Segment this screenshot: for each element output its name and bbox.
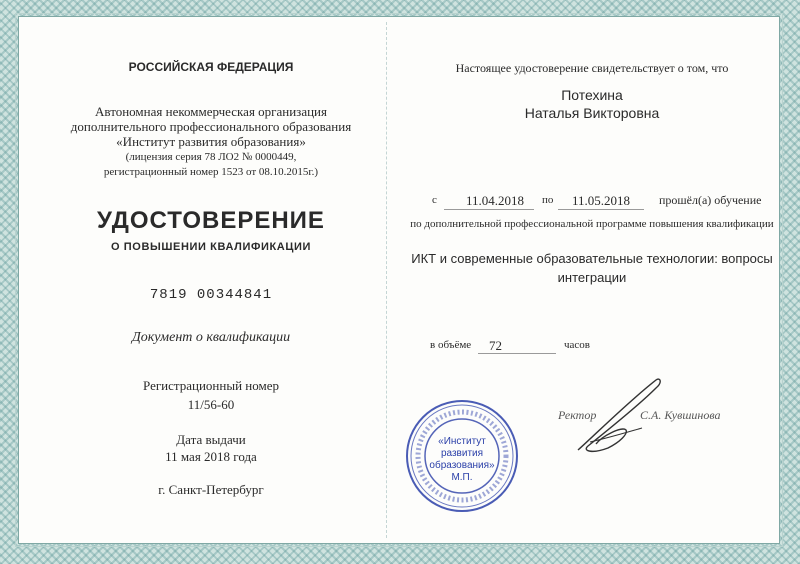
issue-city: г. Санкт-Петербург <box>158 482 264 497</box>
page-divider <box>386 22 388 538</box>
document-kind: Документ о квалификации <box>131 330 291 345</box>
program-type: по дополнительной профессиональной программе повышения квалификации <box>410 218 774 230</box>
volume-value: 72 <box>489 338 502 353</box>
stamp-line-2: развития <box>440 448 484 459</box>
to-label: по <box>542 194 554 206</box>
org-line-1: Автономная некоммерческая организация <box>95 104 327 119</box>
country-heading: РОССИЙСКАЯ ФЕДЕРАЦИЯ <box>128 60 294 74</box>
org-line-3: «Институт развития образования» <box>116 134 306 149</box>
org-line-2: дополнительного профессионального образования <box>70 119 352 134</box>
intro-text: Настоящее удостоверение свидетельствует о том, что <box>455 61 729 75</box>
holder-surname: Потехина <box>561 87 623 103</box>
volume-underline <box>478 353 556 354</box>
license-line-1: (лицензия серия 78 ЛО2 № 0000449, <box>125 151 297 163</box>
rector-signature <box>568 372 668 462</box>
registration-number: 11/56-60 <box>187 397 235 412</box>
program-name-line-1: ИКТ и современные образовательные технологии: вопросы <box>411 251 773 266</box>
stamp-line-1: «Институт <box>438 436 486 447</box>
completed-text: прошёл(а) обучение <box>659 193 762 207</box>
to-underline <box>558 209 644 210</box>
document-subtitle: О ПОВЫШЕНИИ КВАЛИФИКАЦИИ <box>110 241 312 253</box>
stamp-line-3: образования» <box>429 460 495 471</box>
from-date: 11.04.2018 <box>466 193 525 208</box>
holder-name: Наталья Викторовна <box>524 105 660 121</box>
program-name-line-2: интеграции <box>557 270 627 285</box>
issue-date: 11 мая 2018 года <box>165 449 257 464</box>
rector-label: Ректор <box>558 408 597 422</box>
issue-date-label: Дата выдачи <box>176 432 246 447</box>
rector-name: С.А. Кувшинова <box>640 408 721 422</box>
to-date: 11.05.2018 <box>572 193 631 208</box>
document-number: 7819 00344841 <box>149 287 273 303</box>
volume-label: в объёме <box>430 339 472 351</box>
from-label: с <box>432 194 437 206</box>
license-line-2: регистрационный номер 1523 от 08.10.2015г.) <box>103 166 319 178</box>
organization-stamp <box>404 398 520 514</box>
document-title: УДОСТОВЕРЕНИЕ <box>97 207 325 234</box>
hours-label: часов <box>564 339 590 351</box>
certificate-page <box>18 16 780 544</box>
registration-label: Регистрационный номер <box>143 378 279 393</box>
stamp-mp: М.П. <box>451 472 473 483</box>
from-underline <box>444 209 534 210</box>
